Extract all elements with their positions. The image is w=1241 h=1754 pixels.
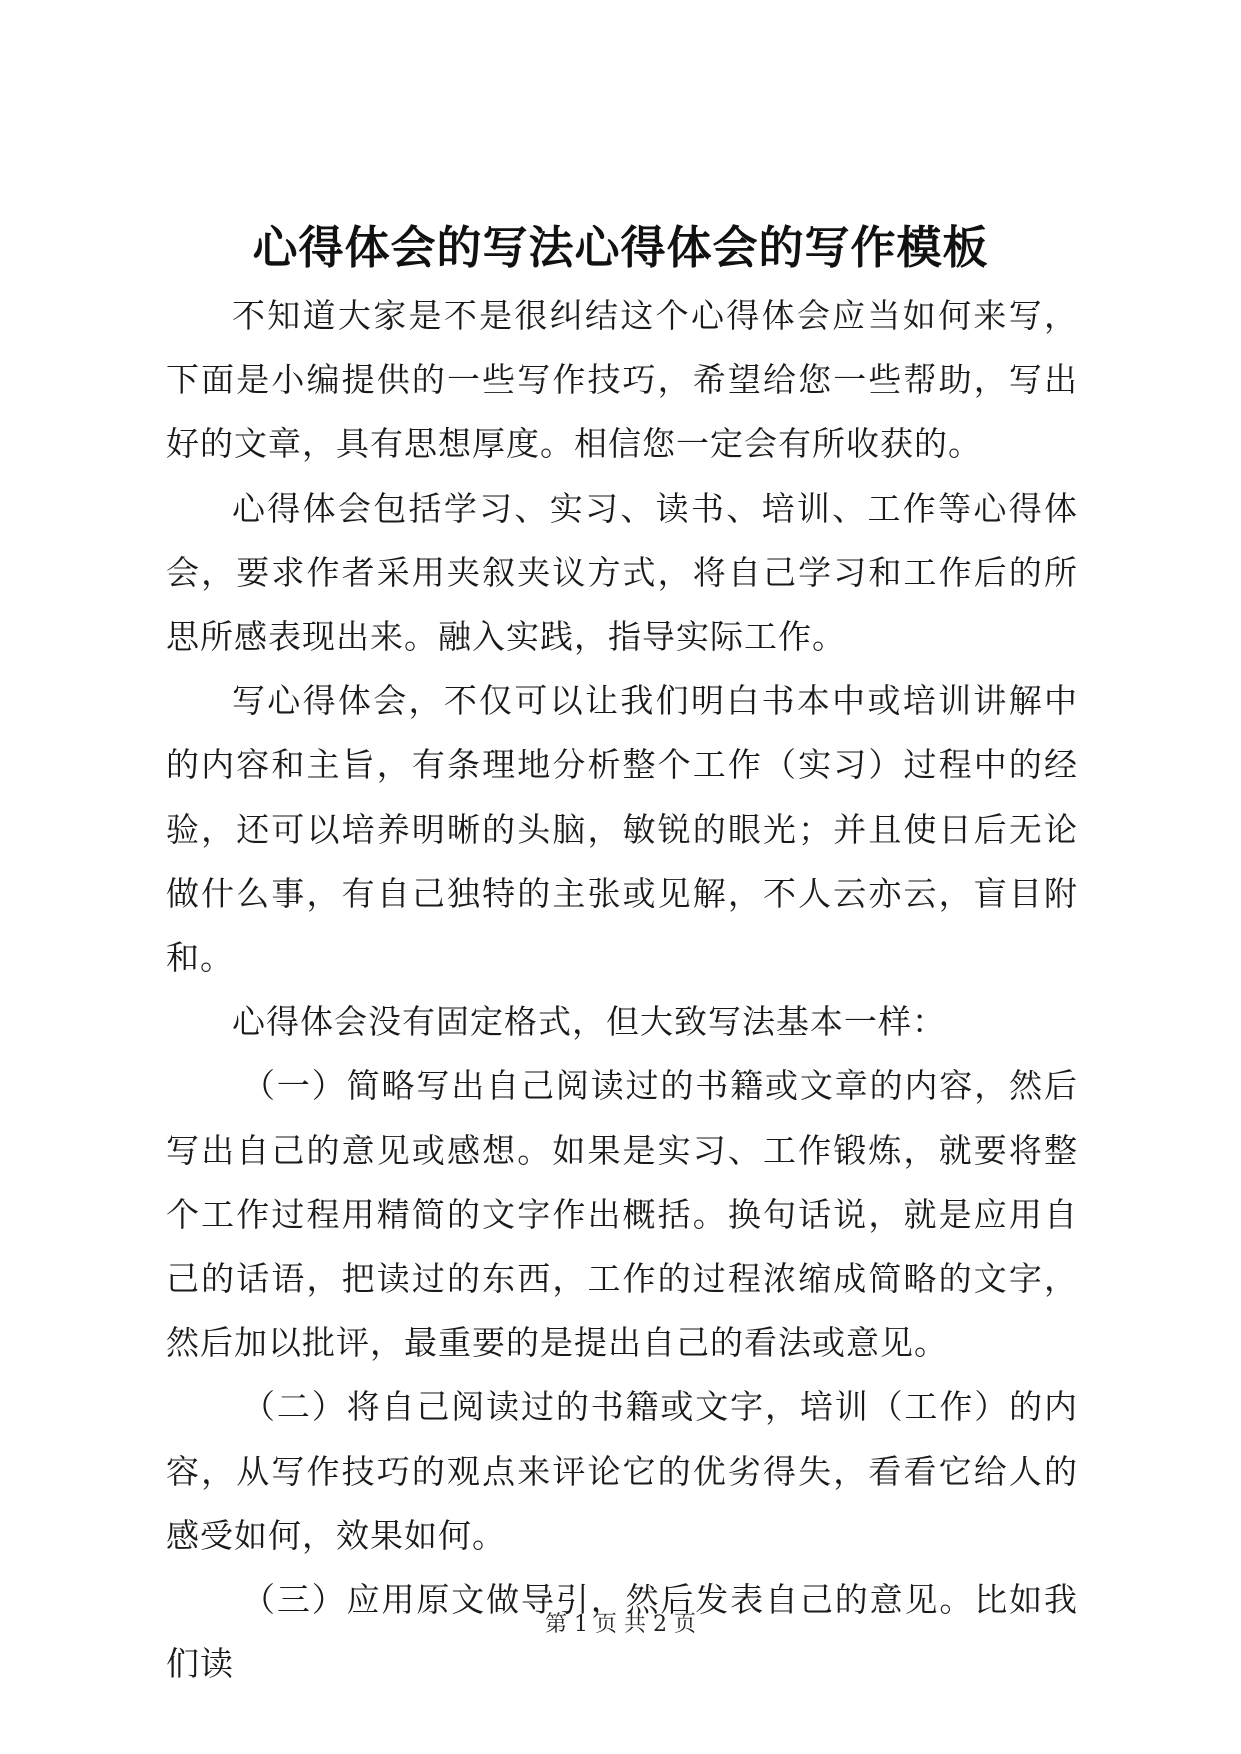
document-title: 心得体会的写法心得体会的写作模板 (252, 221, 989, 274)
document-body (166, 284, 1078, 1696)
paragraph-intro: 不知道大家是不是很纠结这个心得体会应当如何来写，下面是小编提供的一些写作技巧，希望给您一些帮助，写出好的文章，具有思想厚度。相信您一定会有所收获的。 (166, 296, 1078, 464)
paragraph-purpose: 写心得体会，不仅可以让我们明白书本中或培训讲解中的内容和主旨，有条理地分析整个工作（实习）过程中的经验，还可以培养明晰的头脑，敏锐的眼光；并且使日后无论做什么事，有自己独特的主张或见解，不人云亦云，盲目附和。 (166, 681, 1078, 978)
page-number-footer: 第 1 页 共 2 页 (545, 1612, 696, 1637)
paragraph-method-two: （二）将自己阅读过的书籍或文字，培训（工作）的内容，从写作技巧的观点来评论它的优劣得失，看看它给人的感受如何，效果如何。 (166, 1387, 1078, 1555)
paragraph-scope: 心得体会包括学习、实习、读书、培训、工作等心得体会，要求作者采用夹叙夹议方式，将自己学习和工作后的所思所感表现出来。融入实践，指导实际工作。 (166, 488, 1078, 657)
paragraph-method-one: （一）简略写出自己阅读过的书籍或文章的内容，然后写出自己的意见或感想。如果是实习、工作锻炼，就要将整个工作过程用精简的文字作出概括。换句话说，就是应用自己的话语，把读过的东西，工作的过程浓缩成简略的文字，然后加以批评，最重要的是提出自己的看法或意见。 (166, 1066, 1078, 1363)
paragraph-format: 心得体会没有固定格式，但大致写法基本一样： (232, 1002, 946, 1042)
paragraph-method-three: （三）应用原文做导引，然后发表自己的意见。比如我们读 (166, 1580, 1078, 1684)
